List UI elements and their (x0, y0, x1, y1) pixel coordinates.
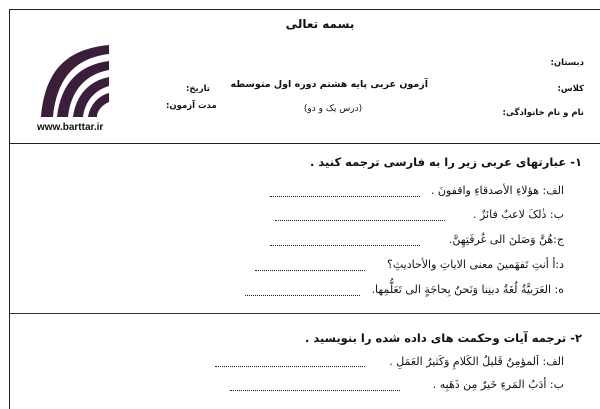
question-1-item-c: ج:هُنَّ وَصَلنَ الی غُرفَتِهِنَّ. (448, 233, 564, 246)
question-2-item-b: ب: أدَبُ المَرءِ خَیرٌ مِن ذَهَبِه . (432, 378, 564, 391)
date-label: تاریخ: (186, 84, 210, 94)
answer-line[interactable] (245, 295, 360, 296)
class-label: کلاس: (557, 84, 584, 94)
school-label: دبستان: (550, 58, 584, 68)
header-divider (9, 143, 600, 144)
question-1-item-d: د:أ أنتِ تَفهَمینَ معنی الایاتِ والأحادیثِ؟ (387, 258, 564, 271)
page-title: بسمه تعالی (285, 17, 355, 31)
logo-icon (31, 41, 111, 121)
answer-line[interactable] (215, 366, 365, 367)
answer-line[interactable] (275, 220, 445, 221)
question-1-item-a: الف: هؤلاءِ الأصدقاءِ واقفونَ . (430, 184, 564, 197)
answer-line[interactable] (255, 270, 365, 271)
question-2-title: ۲- ترجمه آیات وحکمت های داده شده را بنویسید . (304, 331, 582, 345)
exam-title: آزمون عربی پایه هشتم دوره اول متوسطه (230, 79, 428, 90)
logo-url: www.barttar.ir (37, 122, 104, 133)
question-2-item-a: الف: اَلمؤمِنُ قَلیلُ الکَلامِ وَکَثیرُ العَمَلِ . (389, 355, 564, 368)
section-divider (9, 313, 600, 314)
question-1-item-b: ب: ذٰلکَ لاعبٌ فائزٌ . (472, 208, 564, 221)
exam-lessons: (درس یک و دو) (303, 104, 363, 114)
answer-line[interactable] (270, 196, 420, 197)
question-1-title: ۱- عبارتهای عربی زیر را به فارسی ترجمه کنید . (310, 155, 582, 169)
answer-line[interactable] (270, 245, 420, 246)
name-label: نام و نام خانوادگی: (502, 108, 584, 118)
question-1-item-e: ه: العَرَبیَّةُ لُغَةُ دینِنا وَنَحنُ بِحاجَةٍ الی تَعَلُّمِها. (371, 283, 564, 296)
duration-label: مدت آزمون: (166, 101, 217, 111)
answer-line[interactable] (230, 390, 400, 391)
